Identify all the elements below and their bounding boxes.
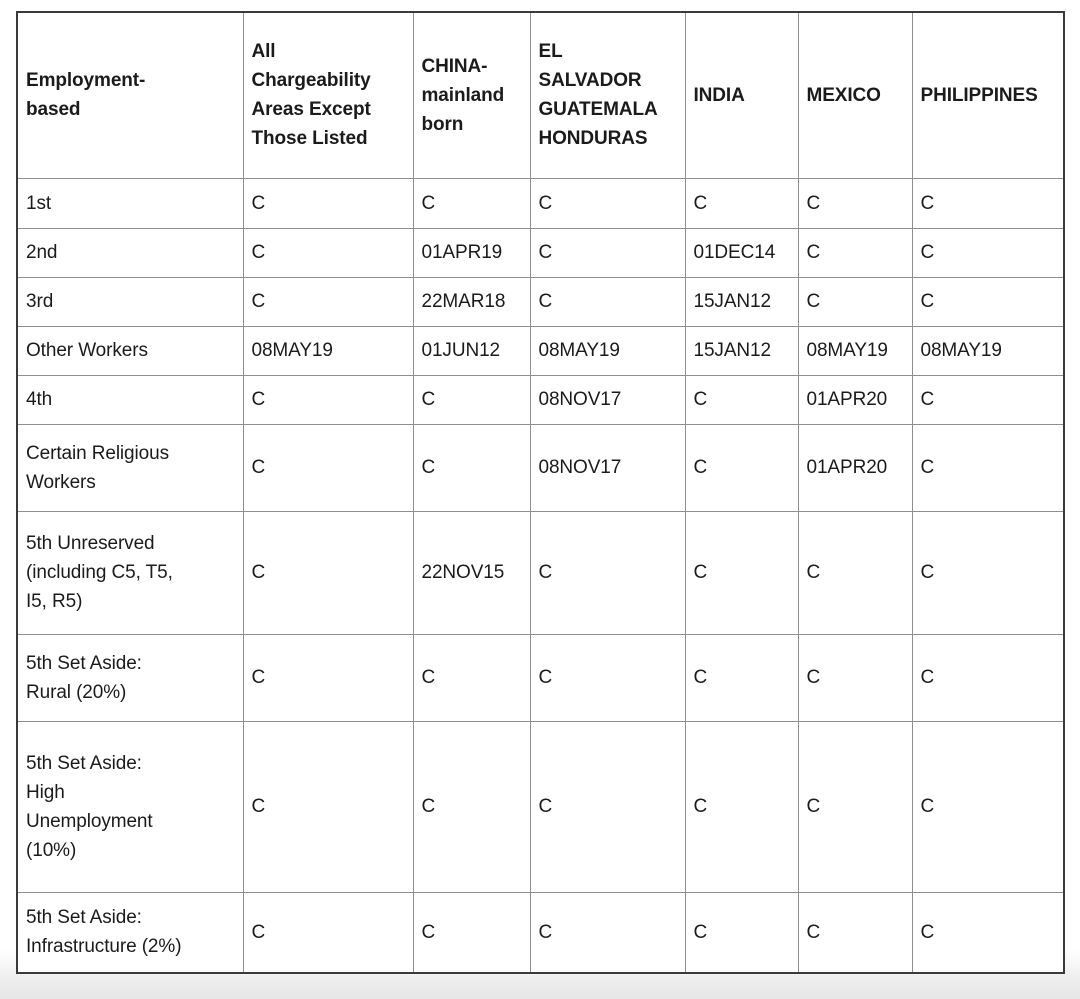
table-row: [17, 634, 1064, 721]
row-label: Certain Religious Workers: [17, 424, 243, 511]
cell: C: [530, 634, 685, 721]
table-row: [17, 892, 1064, 973]
cell: C: [243, 892, 413, 973]
cell: C: [685, 634, 798, 721]
cell: C: [243, 375, 413, 424]
cell: 08NOV17: [530, 424, 685, 511]
table-row: [17, 178, 1064, 228]
cell: C: [530, 511, 685, 634]
cell: C: [685, 424, 798, 511]
row-label: 5th Unreserved (including C5, T5, I5, R5): [17, 511, 243, 634]
column-header-mexico: MEXICO: [798, 12, 912, 178]
cell: C: [243, 424, 413, 511]
column-header-employment-based: Employment-based: [17, 12, 243, 178]
cell: C: [798, 228, 912, 277]
cell: C: [243, 511, 413, 634]
cell: C: [685, 375, 798, 424]
visa-bulletin-employment-table: [16, 11, 1065, 974]
cell: 01DEC14: [685, 228, 798, 277]
cell: C: [912, 634, 1064, 721]
cell: C: [530, 228, 685, 277]
cell: C: [798, 277, 912, 326]
cell: C: [685, 178, 798, 228]
column-header-all-chargeability-areas: All Chargeability Areas Except Those Listed: [243, 12, 413, 178]
cell: C: [243, 277, 413, 326]
column-header-philippines: PHILIPPINES: [912, 12, 1064, 178]
table-row: [17, 277, 1064, 326]
cell: C: [530, 277, 685, 326]
cell: C: [798, 634, 912, 721]
cell: C: [413, 424, 530, 511]
row-label: 5th Set Aside: Rural (20%): [17, 634, 243, 721]
row-label: 2nd: [17, 228, 243, 277]
cell: C: [413, 721, 530, 892]
cell: C: [530, 892, 685, 973]
cell: C: [243, 178, 413, 228]
cell: C: [685, 721, 798, 892]
cell: C: [530, 721, 685, 892]
cell: C: [685, 511, 798, 634]
row-label: 5th Set Aside: High Unemployment (10%): [17, 721, 243, 892]
cell: C: [798, 178, 912, 228]
cell: C: [912, 228, 1064, 277]
cell: C: [912, 375, 1064, 424]
cell: C: [685, 892, 798, 973]
cell: 15JAN12: [685, 326, 798, 375]
cell: 15JAN12: [685, 277, 798, 326]
cell: C: [912, 178, 1064, 228]
row-label: 5th Set Aside: Infrastructure (2%): [17, 892, 243, 973]
cell: 22MAR18: [413, 277, 530, 326]
cell: C: [413, 634, 530, 721]
cell: 08MAY19: [912, 326, 1064, 375]
table-row: [17, 228, 1064, 277]
cell: C: [243, 634, 413, 721]
cell: 01APR20: [798, 424, 912, 511]
header-row: [17, 12, 1064, 178]
row-label: 1st: [17, 178, 243, 228]
column-header-india: INDIA: [685, 12, 798, 178]
cell: C: [798, 511, 912, 634]
cell: 01JUN12: [413, 326, 530, 375]
cell: C: [912, 721, 1064, 892]
row-label: Other Workers: [17, 326, 243, 375]
row-label: 4th: [17, 375, 243, 424]
cell: C: [912, 892, 1064, 973]
cell: C: [413, 892, 530, 973]
cell: 22NOV15: [413, 511, 530, 634]
table-row: [17, 375, 1064, 424]
cell: C: [798, 892, 912, 973]
cell: C: [912, 424, 1064, 511]
cell: C: [413, 375, 530, 424]
cell: 01APR20: [798, 375, 912, 424]
table-row: [17, 721, 1064, 892]
cell: C: [530, 178, 685, 228]
table-row: [17, 326, 1064, 375]
cell: C: [798, 721, 912, 892]
cell: 01APR19: [413, 228, 530, 277]
page: [0, 11, 1080, 999]
cell: 08MAY19: [530, 326, 685, 375]
table-row: [17, 424, 1064, 511]
cell: C: [243, 228, 413, 277]
cell: 08NOV17: [530, 375, 685, 424]
cell: 08MAY19: [798, 326, 912, 375]
cell: C: [912, 277, 1064, 326]
cell: C: [413, 178, 530, 228]
cell: C: [243, 721, 413, 892]
table-row: [17, 511, 1064, 634]
cell: 08MAY19: [243, 326, 413, 375]
cell: C: [912, 511, 1064, 634]
column-header-el-salvador-guatemala-honduras: EL SALVADOR GUATEMALA HONDURAS: [530, 12, 685, 178]
row-label: 3rd: [17, 277, 243, 326]
column-header-china-mainland-born: CHINA-mainland born: [413, 12, 530, 178]
